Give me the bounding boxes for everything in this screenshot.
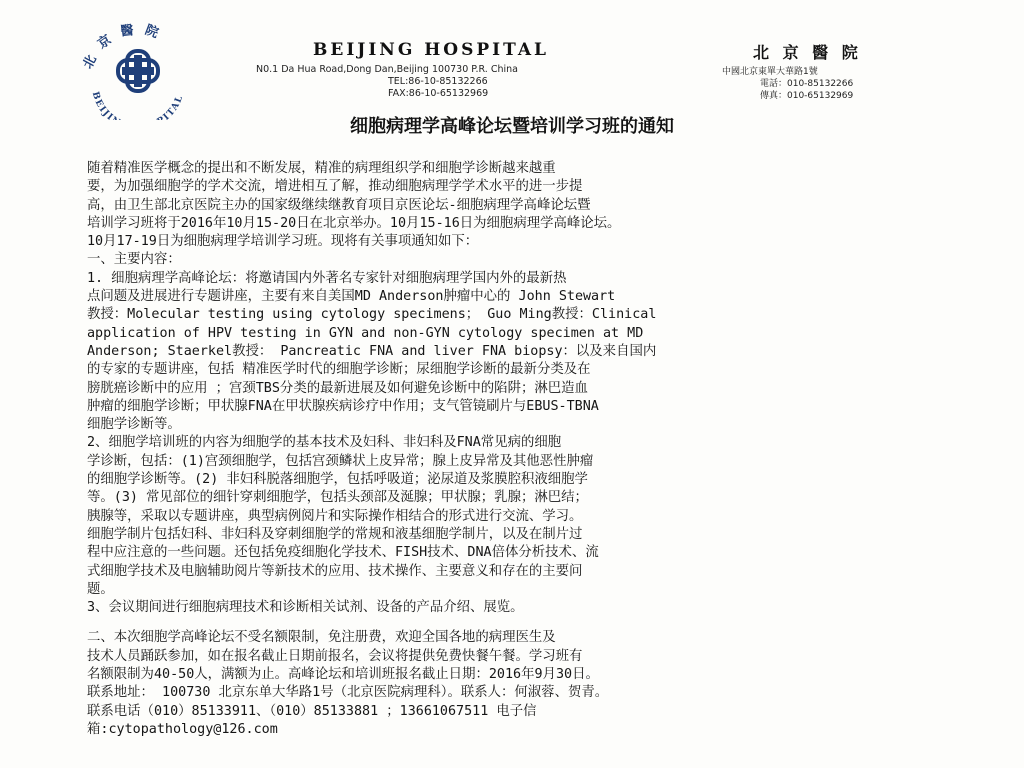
hospital-tel-cn: 電話：010-85132266 xyxy=(760,79,854,89)
body-line: 1. 细胞病理学高峰论坛：将邀请国内外著名专家针对细胞病理学国内外的最新热 xyxy=(87,270,567,286)
body-line: 的专家的专题讲座，包括 精准医学时代的细胞学诊断；尿细胞学诊断的最新分类及在 xyxy=(87,362,591,378)
body-line: 胰腺等，采取以专题讲座，典型病例阅片和实际操作相结合的形式进行交流、学习。 xyxy=(87,508,583,524)
body-line: 一、主要内容： xyxy=(87,252,181,268)
svg-text:北京醫院: 北京醫院 xyxy=(80,22,170,72)
hospital-fax-cn: 傳真：010-65132969 xyxy=(760,91,854,101)
hospital-name-en: BEIJING HOSPITAL xyxy=(313,40,549,60)
body-line: 二、本次细胞学高峰论坛不受名额限制，免注册费，欢迎全国各地的病理医生及 xyxy=(87,630,556,646)
body-line: 名额限制为40-50人，满额为止。高峰论坛和培训班报名截止日期：2016年9月30日。 xyxy=(87,667,599,683)
hospital-logo xyxy=(68,20,208,120)
paragraph-gap xyxy=(87,617,949,629)
body-line: 联系地址： 100730 北京东单大华路1号（北京医院病理科）。联系人：何淑蓉、贺青。 xyxy=(87,685,609,701)
body-line: 10月17-19日为细胞病理学培训学习班。现将有关事项通知如下： xyxy=(87,234,479,250)
notice-title: 细胞病理学高峰论坛暨培训学习班的通知 xyxy=(350,116,674,137)
body-line: 学诊断，包括：(1)宫颈细胞学，包括宫颈鳞状上皮异常；腺上皮异常及其他恶性肿瘤 xyxy=(87,453,594,469)
hospital-fax-en: FAX:86-10-65132969 xyxy=(388,88,489,99)
body-line: 联系电话（010）85133911、（010）85133881 ；13661067511 电子信 xyxy=(87,703,537,719)
body-line: 高，由卫生部北京医院主办的国家级继续继教育项目京医论坛-细胞病理学高峰论坛暨 xyxy=(87,197,591,213)
body-line: 的细胞学诊断等。(2) 非妇科脱落细胞学，包括呼吸道；泌尿道及浆膜腔积液细胞学 xyxy=(87,472,588,488)
hospital-address-en: N0.1 Da Hua Road,Dong Dan,Beijing 100730 P.R. China xyxy=(256,64,518,75)
body-line: 膀胱癌诊断中的应用 ；宫颈TBS分类的最新进展及如何避免诊断中的陷阱；淋巴造血 xyxy=(87,380,588,396)
body-line: 随着精准医学概念的提出和不断发展，精准的病理组织学和细胞学诊断越来越重 xyxy=(87,161,556,176)
hospital-address-cn: 中國北京東單大華路1號 xyxy=(722,67,818,77)
body-line: 教授：Molecular testing using cytology specimens； Guo Ming教授：Clinical xyxy=(87,307,657,323)
body-line: 细胞学制片包括妇科、非妇科及穿刺细胞学的常规和液基细胞学制片，以及在制片过 xyxy=(87,526,583,542)
notice-body xyxy=(87,160,949,739)
hospital-name-cn: 北 京 醫 院 xyxy=(753,43,862,62)
hospital-tel-en: TEL:86-10-85132266 xyxy=(388,76,488,87)
body-line: 式细胞学技术及电脑辅助阅片等新技术的应用、技术操作、主要意义和存在的主要问 xyxy=(87,563,583,579)
body-line: Anderson; Staerkel教授： Pancreatic FNA and liver FNA biopsy：以及来自国内 xyxy=(87,343,657,359)
body-line: 程中应注意的一些问题。还包括免疫细胞化学技术、FISH技术、DNA倍体分析技术、流 xyxy=(87,545,599,561)
body-line: 箱:cytopathology@126.com xyxy=(87,721,278,737)
body-line: 要，为加强细胞学的学术交流，增进相互了解，推动细胞病理学学术水平的进一步提 xyxy=(87,179,583,195)
body-line: 肿瘤的细胞学诊断；甲状腺FNA在甲状腺疾病诊疗中作用；支气管镜刷片与EBUS-TBNA xyxy=(87,398,599,414)
body-line: 技术人员踊跃参加，如在报名截止日期前报名，会议将提供免费快餐午餐。学习班有 xyxy=(87,648,583,664)
body-line: 题。 xyxy=(87,581,114,597)
body-line: 点问题及进展进行专题讲座，主要有来自美国MD Anderson肿瘤中心的 John Stewart xyxy=(87,289,616,305)
body-line: application of HPV testing in GYN and non-GYN cytology specimen at MD xyxy=(87,325,644,341)
body-line: 培训学习班将于2016年10月15-20日在北京举办。10月15-16日为细胞病理学高峰论坛。 xyxy=(87,215,621,231)
body-line: 细胞学诊断等。 xyxy=(87,417,181,433)
svg-text:BEIJING HOSPITAL: BEIJI ITAL xyxy=(89,90,186,120)
hospital-logo-emblem-icon xyxy=(68,20,208,120)
body-line: 等。(3) 常见部位的细针穿刺细胞学，包括头颈部及涎腺；甲状腺；乳腺；淋巴结； xyxy=(87,490,588,506)
body-line: 2、细胞学培训班的内容为细胞学的基本技术及妇科、非妇科及FNA常见病的细胞 xyxy=(87,435,562,451)
body-line: 3、会议期间进行细胞病理技术和诊断相关试剂、设备的产品介绍、展览。 xyxy=(87,600,524,616)
